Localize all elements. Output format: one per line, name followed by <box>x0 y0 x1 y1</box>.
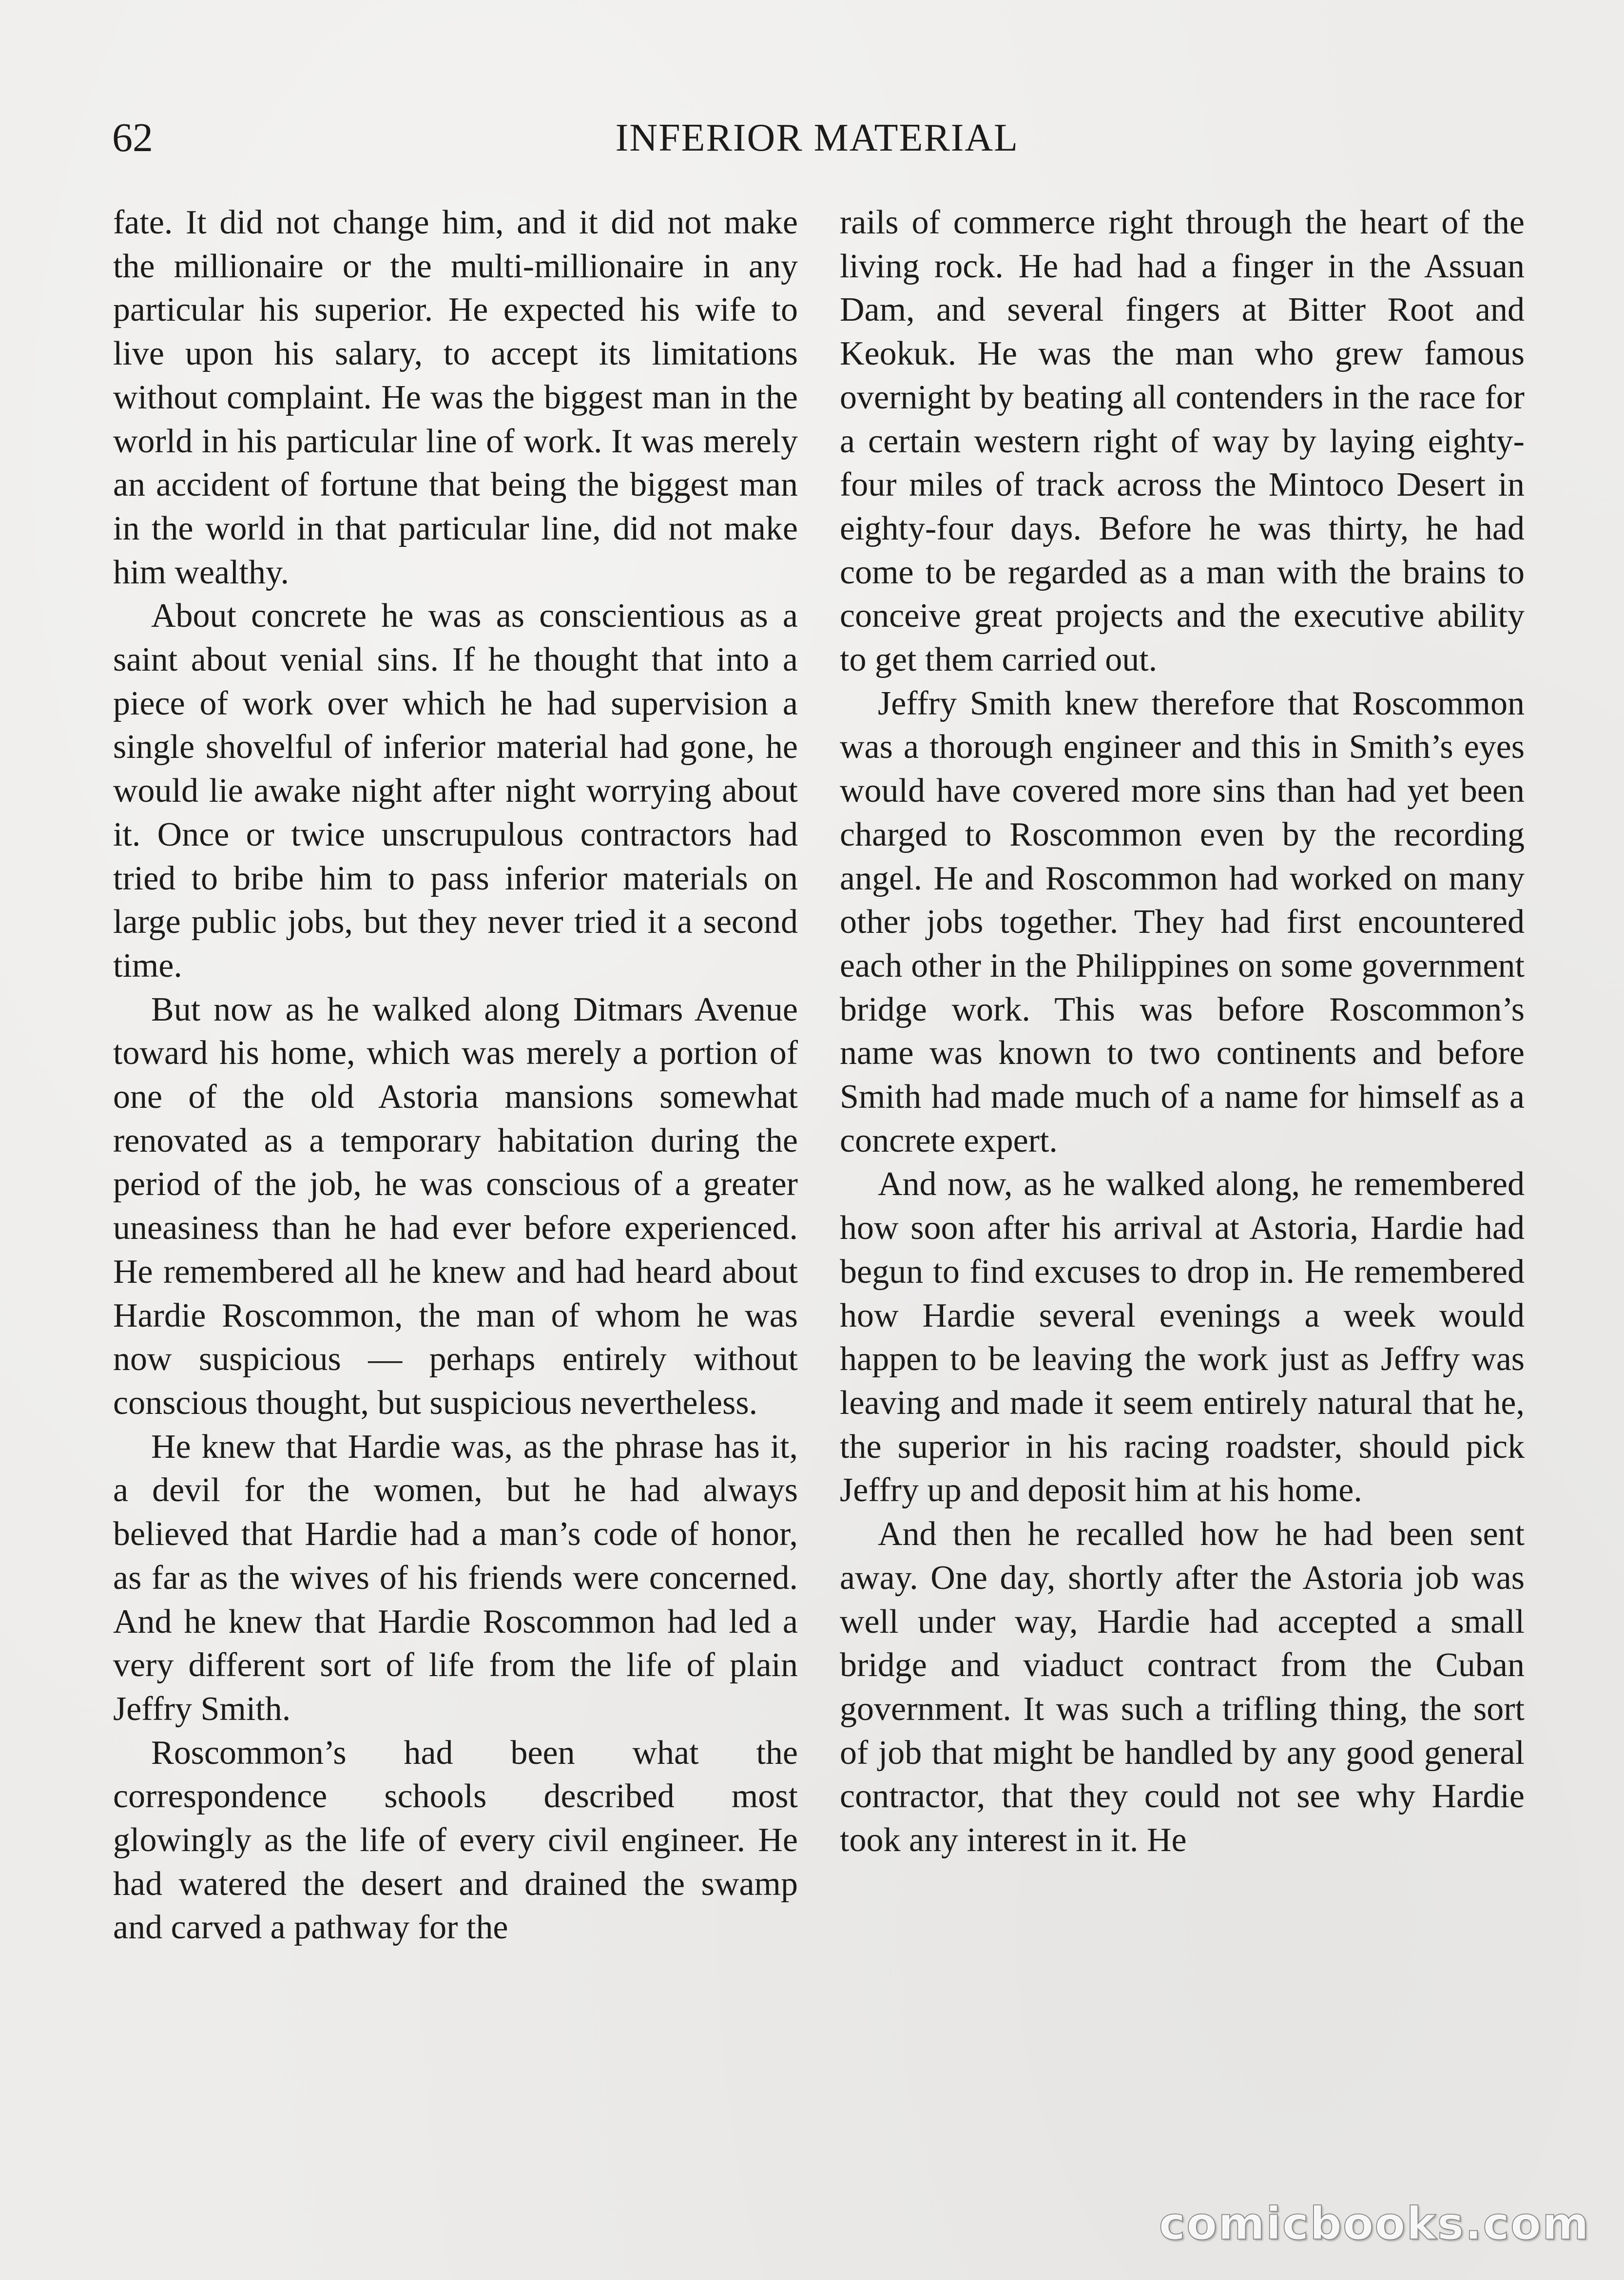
left-column <box>113 201 798 1950</box>
site-watermark: comicbooks.com <box>1159 2198 1590 2250</box>
paragraph: He knew that Hardie was, as the phrase has it, a devil for the women, but he had always believed that Hardie had a man’s code of honor, as far as the wives of his friends were concerned. And he knew that Hardie Roscommon had led a very different sort of life from the life of plain Jeffry Smith. <box>113 1428 798 1728</box>
paragraph: rails of commerce right through the heart of the living rock. He had had a finger in the Assuan Dam, and several fingers at Bitter Root and Keokuk. He was the man who grew famous overnight by beating all contenders in the race for a certain western right of way by laying eighty-four miles of track across the Mintoco Desert in eighty-four days. Before he was thirty, he had come to be regarded as a man with the brains to conceive great projects and the executive ability to get them carried out. <box>840 204 1525 679</box>
page-number: 62 <box>112 115 153 160</box>
paragraph: fate. It did not change him, and it did not make the millionaire or the multi-millionaire in any particular his superior. He expected his wife to live upon his salary, to accept its limitations without complaint. He was the biggest man in the world in his particular line of work. It was merely an accident of fortune that being the biggest man in the world in that particular line, did not make him wealthy. <box>113 204 798 591</box>
paragraph: About concrete he was as conscientious as a saint about venial sins. If he thought that into a piece of work over which he had supervision a single shovelful of inferior material had gone, he would lie awake night after night worrying about it. Once or twice unscrupulous contractors had tried to bribe him to pass inferior materials on large public jobs, but they never tried it a second time. <box>113 597 798 985</box>
paragraph: But now as he walked along Ditmars Avenue toward his home, which was merely a portion of one of the old Astoria mansions somewhat renovated as a temporary habitation during the period of the job, he was conscious of a greater uneasiness than he had ever before experienced. He remembered all he knew and had heard about Hardie Roscommon, the man of whom he was now suspicious — perhaps entirely without conscious thought, but suspicious nevertheless. <box>113 990 798 1422</box>
paragraph: Roscommon’s had been what the correspondence schools described most glowingly as the life of every civil engineer. He had watered the desert and drained the swamp and carved a pathway for the <box>113 1734 798 1947</box>
right-column <box>840 201 1525 1862</box>
paragraph: And now, as he walked along, he remembered how soon after his arrival at Astoria, Hardie had begun to find excuses to drop in. He remembered how Hardie several evenings a week would happen to be leaving the work just as Jeffry was leaving and made it seem entirely natural that he, the superior in his racing roadster, should pick Jeffry up and deposit him at his home. <box>840 1165 1525 1509</box>
running-title: INFERIOR MATERIAL <box>615 116 1019 159</box>
running-head <box>112 111 1526 165</box>
paragraph: And then he recalled how he had been sent away. One day, shortly after the Astoria job was well under way, Hardie had accepted a small bridge and viaduct contract from the Cuban government. It was such a trifling thing, the sort of job that might be handled by any good general contractor, that they could not see why Hardie took any interest in it. He <box>840 1515 1525 1859</box>
paragraph: Jeffry Smith knew therefore that Roscommon was a thorough engineer and this in Smith’s eyes would have covered more sins than had yet been charged to Roscommon even by the recording angel. He and Roscommon had worked on many other jobs together. They had first encountered each other in the Philippines on some government bridge work. This was before Roscommon’s name was known to two continents and before Smith had made much of a name for himself as a concrete expert. <box>840 684 1525 1159</box>
